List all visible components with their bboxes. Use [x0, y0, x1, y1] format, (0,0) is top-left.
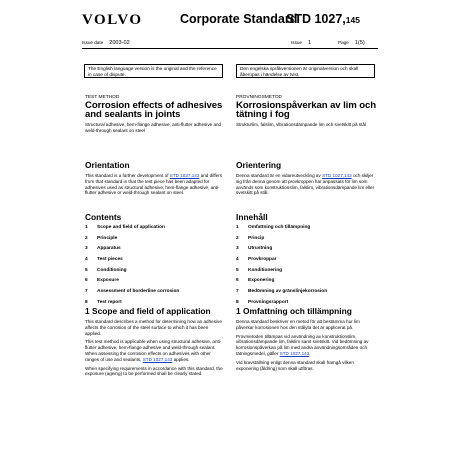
- swedish-orientation-section: [236, 161, 376, 199]
- toc-item[interactable]: [85, 289, 225, 300]
- toc-item-number: 8: [85, 299, 88, 305]
- toc-item[interactable]: [236, 225, 376, 236]
- toc-item-text: Exponering: [248, 278, 275, 284]
- toc-item-number: 1: [236, 225, 239, 230]
- toc-item-text: Princip: [248, 235, 265, 241]
- toc-item-number: 2: [236, 235, 239, 241]
- toc-item-number: 4: [85, 257, 88, 263]
- english-scope-p2: [85, 339, 225, 362]
- toc-item-number: 4: [236, 257, 239, 263]
- english-contents-section: [85, 213, 225, 311]
- english-orientation-text: [85, 173, 225, 196]
- toc-item[interactable]: [236, 246, 376, 257]
- english-scope-p3: When specifying requirements in accordance with this standard, the exposure (ageing) to be performed shall be clearly stated.: [85, 365, 223, 377]
- toc-item-text: Utrustning: [248, 246, 273, 252]
- toc-item[interactable]: [85, 236, 225, 247]
- toc-item-text: Provkroppar: [248, 257, 277, 263]
- language-note-english: The English language version is the original and the reference in case of dispute.: [84, 64, 223, 78]
- page-number: [338, 40, 365, 46]
- english-orientation-link[interactable]: STD 1027,143: [169, 173, 200, 178]
- toc-item-text: Exposure: [97, 278, 119, 284]
- toc-item-number: 1: [85, 225, 88, 230]
- toc-item-text: Assessment of borderline corrosion: [97, 289, 180, 295]
- swedish-toc: [236, 225, 376, 311]
- swedish-title: Korrosionspåverkan av lim och tätning i fog: [236, 100, 376, 121]
- swedish-orientation-text: [236, 173, 376, 196]
- english-kicker: TEST METHOD: [85, 95, 120, 100]
- swedish-orientation-link[interactable]: STD 1027,143: [322, 173, 352, 178]
- toc-item-number: 8: [236, 299, 239, 305]
- swedish-orientation-heading: Orientering: [236, 160, 282, 170]
- document-type: Corporate Standard: [180, 12, 298, 26]
- english-scope-heading: 1 Scope and field of application: [85, 306, 211, 316]
- toc-item-number: 7: [85, 289, 88, 295]
- toc-item-number: 6: [236, 278, 239, 284]
- toc-item-text: Scope and field of application: [97, 225, 165, 230]
- swedish-scope-p2-start: Provmetoden tillämpas vid användning av konstruktionslim, vibrationsdämpande lim, falslim samt svetskitt. Vid bedömning av korrosionspåverkan på lim med andra användningsområden och tätningsmedel, gäller: [236, 333, 369, 356]
- english-orientation-section: [85, 161, 225, 199]
- swedish-scope-p1: Denna standard beskriver en metod för att bestämma hur lim påverkar korrosionen hos den stålyta det är applicerat på.: [236, 319, 360, 330]
- toc-item-text: Bedömning av gränslinjekorrosion: [248, 289, 328, 295]
- toc-item[interactable]: [85, 246, 225, 257]
- issue-label: Issue: [291, 40, 302, 45]
- toc-item-number: 6: [85, 278, 88, 284]
- toc-item[interactable]: [85, 257, 225, 268]
- standard-number-suffix: 145: [345, 15, 360, 25]
- english-scope-p2-start: This test method is applicable when using structural adhesive, anti-flutter adhesive, hem-flange adhesive and weld-through sealant. When assessing the corrosion effects on adhesives with other ranges of use and sealants,: [85, 339, 222, 362]
- toc-item-number: 5: [236, 267, 239, 273]
- toc-item-text: Apparatus: [97, 246, 121, 252]
- swedish-scope-p2-end: .: [309, 350, 311, 356]
- swedish-scope-heading: 1 Omfattning och tillämpning: [236, 306, 352, 316]
- english-column: [85, 95, 225, 377]
- toc-item-text: Conditioning: [97, 267, 127, 273]
- swedish-scope-p3: Vid kravställning enligt denna standard skall framgå vilken exponering (åldring) som skall utföras.: [236, 359, 354, 371]
- swedish-contents-section: [236, 213, 376, 311]
- toc-item[interactable]: [236, 257, 376, 268]
- toc-item-number: 2: [85, 235, 88, 241]
- toc-item[interactable]: [236, 236, 376, 247]
- standard-number: [286, 12, 360, 26]
- toc-item[interactable]: [85, 278, 225, 289]
- toc-item-text: Principle: [97, 235, 118, 241]
- toc-item[interactable]: [236, 268, 376, 279]
- english-contents-heading: Contents: [85, 212, 122, 222]
- swedish-orientation-text-end: och skiljer sig från denna genom att provkroppen har anpassats för lim som används som konstruktionslim, falslim, vibrationsdämpande lim eller svetskitt på stål.: [236, 173, 375, 196]
- toc-item-number: 7: [236, 289, 239, 295]
- toc-item-number: 5: [85, 267, 88, 273]
- english-scope-section: [85, 307, 225, 380]
- toc-item[interactable]: [85, 268, 225, 279]
- english-toc: [85, 225, 225, 311]
- swedish-column: [236, 95, 376, 371]
- issue-date: [82, 40, 130, 46]
- english-scope-link[interactable]: STD 1027,143: [142, 356, 173, 362]
- issue-value: 1: [307, 40, 312, 46]
- toc-item-text: Test report: [97, 299, 122, 305]
- toc-item-number: 3: [236, 246, 239, 252]
- issue-date-label: Issue date: [82, 40, 104, 45]
- toc-item-number: 3: [85, 246, 88, 252]
- swedish-scope-p2: [236, 334, 376, 357]
- english-orientation-text-end: and differs from that standard in that the test piece has been adapted for adhesives used as structural adhesive, hem-flange adhesive, anti-flutter adhesive or weld-through sealant on steel.: [85, 173, 223, 196]
- standard-number-main: STD 1027,: [286, 12, 346, 26]
- language-note-swedish: Den engelska språkversionen är originalversion och skall åberopas i händelse av tvist.: [236, 64, 375, 78]
- swedish-scope-section: [236, 307, 376, 374]
- english-title: Corrosion effects of adhesives and sealants in joints: [85, 100, 223, 121]
- swedish-scope-link[interactable]: STD 1027,143: [279, 350, 310, 356]
- page-value: 1(5): [354, 40, 365, 46]
- volvo-logo: VOLVO: [82, 12, 143, 28]
- page-label: Page: [338, 40, 349, 45]
- toc-item-text: Provningsrapport: [248, 299, 289, 305]
- toc-item[interactable]: [236, 289, 376, 300]
- swedish-subtitle: Strukturlim, falslim, vibrationsdämpande lim och svetskitt på stål: [236, 122, 366, 128]
- swedish-orientation-text-start: Denna standard är en vidareutveckling av: [236, 173, 323, 178]
- toc-item[interactable]: [236, 278, 376, 289]
- english-subtitle: Structural adhesive, hem-flange adhesive, anti-flutter adhesive and weld-through sealant on steel: [85, 122, 222, 134]
- toc-item[interactable]: [85, 225, 225, 236]
- english-orientation-text-start: This standard is a further development of: [85, 173, 170, 178]
- english-scope-p2-end: applies.: [172, 356, 190, 362]
- english-orientation-heading: Orientation: [85, 160, 130, 170]
- toc-item-text: Omfattning och tillämpning: [248, 225, 311, 230]
- header-rule: [82, 48, 378, 49]
- english-scope-p1: This standard describes a method for determining how an adhesive affects the corrosion of the steel surface to which it has been applied.: [85, 319, 222, 336]
- issue-date-value: 2003-02: [109, 40, 130, 46]
- issue-number: [291, 40, 311, 46]
- toc-item-text: Konditionering: [248, 267, 283, 273]
- swedish-contents-heading: Innehåll: [236, 212, 268, 222]
- swedish-kicker: PROVNINGSMETOD: [236, 95, 283, 100]
- toc-item-text: Test pieces: [97, 257, 123, 263]
